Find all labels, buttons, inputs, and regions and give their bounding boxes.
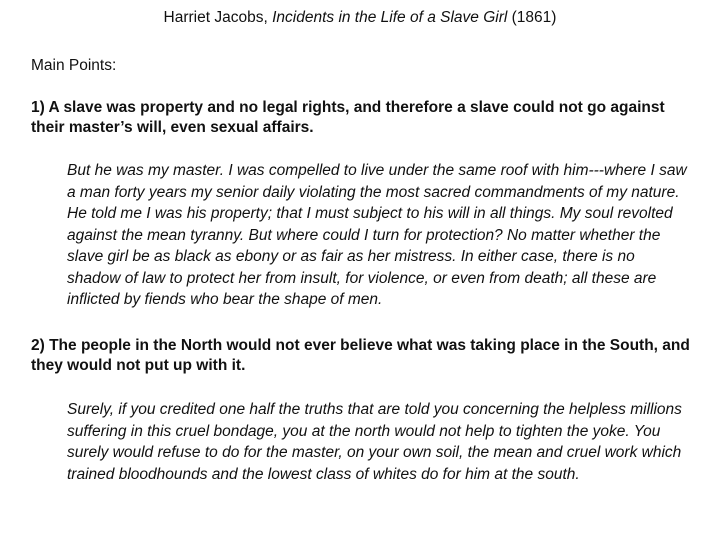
point-2-text: The people in the North would not ever believe what was taking place in the South, and they would not put up with it. [31,337,690,374]
document-title [0,9,720,27]
title-year: (1861) [507,9,557,26]
point-1-quote: But he was my master. I was compelled to live under the same roof with him---where I saw a man forty years my senior daily violating the most sacred commandments of my nature. He told me I was his property; that I must subject to his will in all things. My soul revolted against the mean tyranny. But where could I turn for protection? No matter whether the slave girl be as black as ebony or as fair as her mistress. In either case, there is no shadow of law to protect her from insult, for violence, or even from death; all these are inflicted by fiends who bear the shape of men. [67,162,687,308]
point-1 [31,98,691,138]
point-1-number: 1) [31,99,49,116]
title-work: Incidents in the Life of a Slave Girl [272,9,508,26]
main-points-heading: Main Points: [31,57,117,74]
point-1-text: A slave was property and no legal rights, and therefore a slave could not go against their master’s will, even sexual affairs. [31,99,665,136]
title-author: Harriet Jacobs, [163,9,273,26]
point-2-number: 2) [31,337,50,354]
point-2 [31,336,691,376]
point-2-quote: Surely, if you credited one half the truths that are told you concerning the helpless millions suffering in this cruel bondage, you at the north would not help to tighten the yoke. You surely would refuse to do for the master, on your own soil, the mean and cruel work which trained bloodhounds and the lowest class of whites do for him at the south. [67,401,682,483]
